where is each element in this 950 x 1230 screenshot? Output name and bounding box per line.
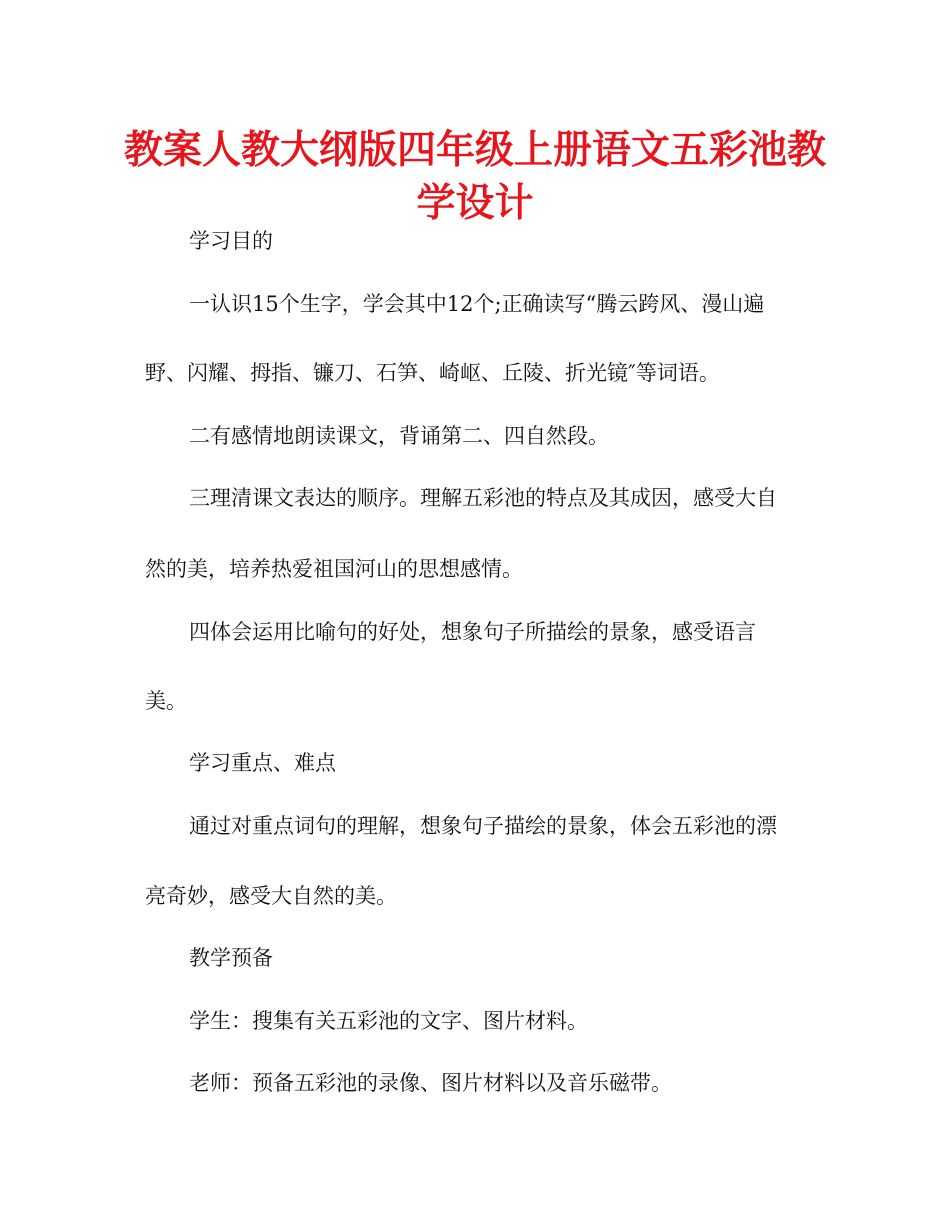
paragraph-line: 通过对重点词句的理解，想象句子描绘的景象，体会五彩池的漂	[189, 814, 777, 838]
paragraph-line: 二有感情地朗读课文，背诵第二、四自然段。	[189, 424, 609, 448]
paragraph-line: 然的美，培养热爱祖国河山的思想感情。	[145, 557, 523, 581]
paragraph-line: 老师：预备五彩池的录像、图片材料以及音乐磁带。	[189, 1071, 672, 1095]
paragraph-line: 四体会运用比喻句的好处，想象句子所描绘的景象，感受语言	[189, 620, 756, 644]
paragraph-line: 野、闪耀、拇指、镰刀、石笋、崎岖、丘陵、折光镜″等词语。	[145, 361, 720, 385]
heading-preparation: 教学预备	[189, 946, 273, 970]
paragraph-line: 亮奇妙，感受大自然的美。	[145, 884, 397, 908]
paragraph-line: 三理清课文表达的顺序。理解五彩池的特点及其成因，感受大自	[189, 486, 777, 510]
document-title: 教案人教大纲版四年级上册语文五彩池教学设计	[123, 128, 826, 226]
heading-key-points: 学习重点、难点	[189, 751, 336, 775]
paragraph-line: 美。	[145, 689, 187, 713]
paragraph-line: 学生：搜集有关五彩池的文字、图片材料。	[189, 1009, 588, 1033]
heading-learning-goals: 学习目的	[189, 229, 273, 253]
paragraph-line: 一认识15个生字，学会其中12个;正确读写“腾云跨风、漫山遍	[189, 292, 765, 316]
